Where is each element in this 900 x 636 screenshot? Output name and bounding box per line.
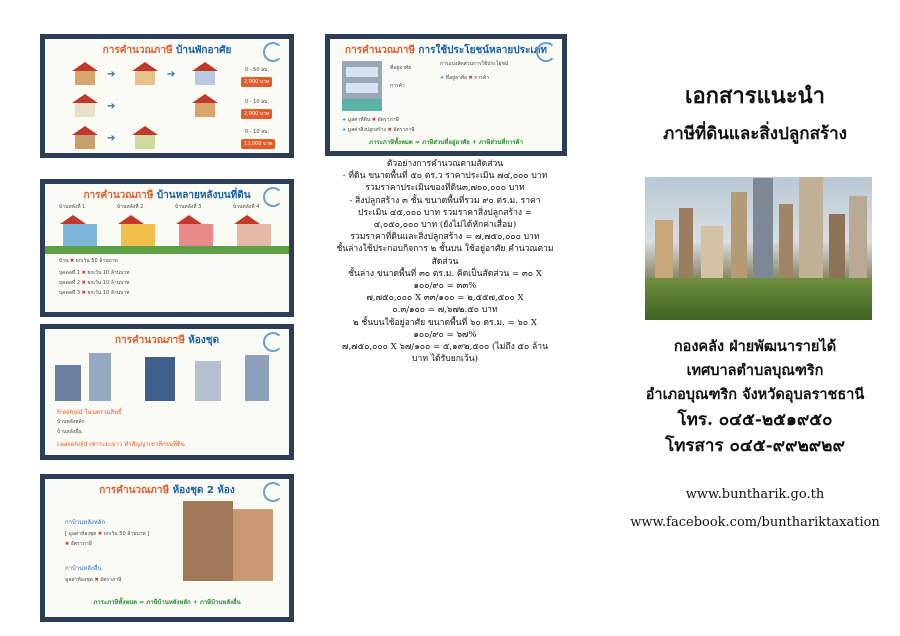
tax-value: 2,000 บาท: [241, 77, 272, 87]
condo-line: Leasehold เช่าระยะยาว ทำสัญญาเช่าที่กรมที่ดิน: [57, 441, 185, 448]
logo-icon: [263, 482, 283, 502]
example-line: ประเมิน ๔๕,๐๐๐ บาท รวมราคาสิ่งปลูกสร้าง =: [357, 207, 533, 218]
arrow-icon: ➔: [167, 69, 176, 80]
infographic-multiple-houses: การคำนวณภาษี บ้านหลายหลังบนที่ดิน บ้านหลังที่ 1 บ้านหลังที่ 2 บ้านหลังที่ 3 บ้านหลังที่ 4 บ้าน ✖ ยกเว้น 50 ล้านบาท บุคคลที่ 1 ✖ ยกเว้น 10 ล้านบาท บุคคลที่ 2 ✖ ยกเว้น 10 ล้านบาท บุคคลที่ 3 ✖ ยกเว้น 10 ล้านบาท: [40, 179, 294, 317]
cover-subtitle: ภาษีที่ดินและสิ่งปลูกสร้าง: [663, 124, 847, 144]
cover-title: เอกสารแนะนำ: [684, 83, 826, 109]
tax-value: 2,000 บาท: [241, 109, 272, 119]
arrow-icon: ➔: [107, 133, 116, 144]
calculation-example: [325, 158, 565, 365]
example-line: ๑๐๐/๙๐ = ๖๗%: [413, 329, 477, 340]
example-line: - ที่ดิน ขนาดพื้นที่ ๕๐ ตร.ว ราคาประเมิน ๗๔,๐๐๐ บาท: [342, 171, 548, 182]
house-label: บ้านหลังที่ 1: [59, 204, 86, 210]
card-title: การคำนวณภาษี การใช้ประโยชน์หลายประเภท: [345, 45, 547, 56]
logo-icon: [263, 187, 283, 207]
example-line: - สิ่งปลูกสร้าง ๓ ชั้น ขนาดพื้นที่รวม ๙๐ ตร.ม. ราคา: [349, 195, 541, 206]
example-line: ๐.๓/๑๐๐ = ๗,๖๗๒.๕๐ บาท: [392, 305, 498, 316]
phone-number: โทร. ๐๔๕-๒๕๑๙๕๐: [677, 410, 833, 430]
card-title: การคำนวณภาษี บ้านหลายหลังบนที่ดิน: [83, 190, 251, 201]
formula-footer: ภาระภาษีทั้งหมด = ภาษีส่วนที่อยู่อาศัย + ภาษีส่วนที่การค้า: [369, 139, 523, 146]
example-line: บาท ได้รับยกเว้น): [412, 354, 478, 365]
house-icon: [195, 103, 215, 117]
condo-building: [183, 501, 233, 581]
house-icon: [63, 224, 97, 246]
condo-line: บ้านหลังอื่น: [57, 429, 82, 435]
formula-footer: ภาระภาษีทั้งหมด = ภาษีบ้านหลังหลัก + ภาษีบ้านหลังอื่น: [93, 599, 241, 606]
example-line: รวมราคาที่ดินและสิ่งปลูกสร้าง = ๗,๗๕๐,๐๐๐ บาท: [350, 232, 540, 243]
condo-line: กาบ้านหลังหลัก: [65, 519, 106, 526]
house-icon: [75, 135, 95, 149]
condo-line: กาบ้านหลังอื่น: [65, 565, 102, 572]
example-line: ๗,๗๕๐,๐๐๐ X ๖๗/๑๐๐ = ๕,๑๙๒,๕๐๐ (ไม่ถึง ๕๐ ล้าน: [342, 342, 548, 353]
fax-number: โทรสาร ๐๔๕-๙๙๒๙๒๙: [665, 436, 845, 456]
infographic-condo: [40, 324, 294, 460]
infographic-mixed-use: การคำนวณภาษี การใช้ประโยชน์หลายประเภท ที่อยู่อาศัย การค้า การแบ่งสัดส่วนการใช้ประโยชน์ + ที่อยู่อาศัย ✖ การค้า + มูลค่าที่ดิน ✖ อัตราภาษี + มูลค่าสิ่งปลูกสร้าง ✖ อัตราภาษี ภาระภาษีทั้งหมด = ภาษีส่วนที่อยู่อาศัย + ภาษีส่วนที่การค้า: [325, 34, 567, 156]
house-icon: [135, 135, 155, 149]
org-location: อำเภอบุณฑริก จังหวัดอุบลราชธานี: [645, 386, 865, 403]
org-department: กองคลัง ฝ่ายพัฒนารายได้: [673, 338, 837, 355]
tax-value: 13,000 บาท: [241, 139, 275, 149]
condo-line: Freehold โฉนดรวมสิทธิ์: [57, 409, 122, 416]
row-label: 0 - 10 ลบ.: [245, 99, 269, 105]
house-icon: [75, 71, 95, 85]
card-title: การคำนวณภาษี ห้องชุด: [114, 335, 220, 346]
logo-icon: [263, 332, 283, 352]
facebook-link[interactable]: www.facebook.com/bunthariktaxation: [630, 515, 880, 530]
logo-icon: [536, 42, 556, 62]
example-line: ชั้นล่าง ขนาดพื้นที่ ๓๐ ตร.ม. คิดเป็นสัดส่วน = ๓๐ X: [348, 268, 542, 279]
house-label: บ้านหลังที่ 2: [117, 204, 144, 210]
organization-info: [610, 335, 900, 459]
example-line: ตัวอย่างการคำนวณตามสัดส่วน: [386, 159, 504, 169]
condo-building: [233, 509, 273, 581]
example-line: ๒ ชั้นบนใช้อยู่อาศัย ขนาดพื้นที่ ๖๐ ตร.ม. = ๖๐ X: [353, 317, 537, 328]
example-line: ๗,๗๕๐,๐๐๐ X ๓๓/๑๐๐ = ๒,๕๕๗,๕๐๐ X: [366, 293, 524, 304]
org-municipality: เทศบาลตำบลบุณฑริก: [686, 362, 824, 379]
example-line: ๑๐๐/๙๐ = ๓๓%: [413, 281, 477, 292]
house-icon: [195, 71, 215, 85]
arrow-icon: ➔: [107, 101, 116, 112]
example-line: รวมราคาประเมินของที่ดิน๓,๗๐๐,๐๐๐ บาท: [365, 183, 525, 194]
house-icon: [135, 71, 155, 85]
condo-line: บ้านหลังหลัก: [57, 419, 85, 425]
infographic-two-condos: การคำนวณภาษี ห้องชุด 2 ห้อง กาบ้านหลังหลัก [ มูลค่าห้องชุด ✖ ยกเว้น 50 ล้านบาท ] ✖ อัตราภาษี กาบ้านหลังอื่น มูลค่าห้องชุด ✖ อัตราภาษี ภาระภาษีทั้งหมด = ภาษีบ้านหลังหลัก + ภาษีบ้านหลังอื่น: [40, 474, 294, 622]
logo-icon: [263, 42, 283, 62]
house-label: บ้านหลังที่ 3: [175, 204, 202, 210]
arrow-icon: ➔: [107, 69, 116, 80]
buildings-illustration: [45, 351, 289, 401]
infographic-residential: [40, 34, 294, 158]
web-links: [610, 481, 900, 537]
example-line: ชั้นล่างใช้ประกอบกิจการ ๒ ชั้นบน ใช้อยู่อาศัย คำนวณตาม: [336, 244, 554, 255]
example-line: ๔,๐๕๐,๐๐๐ บาท (ยังไม่ได้หักค่าเสื่อม): [373, 220, 517, 231]
house-icon: [237, 224, 271, 246]
row-label: 0 - 50 ลบ.: [245, 67, 269, 73]
house-icon: [121, 224, 155, 246]
city-skyline-photo: [645, 177, 872, 320]
shophouse-illustration: [342, 61, 382, 111]
house-icon: [75, 103, 95, 117]
house-label: บ้านหลังที่ 4: [233, 204, 260, 210]
row-label: 0 - 10 ลบ.: [245, 129, 269, 135]
website-link[interactable]: www.buntharik.go.th: [685, 487, 825, 502]
card-title: การคำนวณภาษี ห้องชุด 2 ห้อง: [99, 485, 235, 496]
house-icon: [179, 224, 213, 246]
card-title: การคำนวณภาษี บ้านพักอาศัย: [102, 45, 232, 56]
example-line: สัดส่วน: [431, 256, 459, 267]
